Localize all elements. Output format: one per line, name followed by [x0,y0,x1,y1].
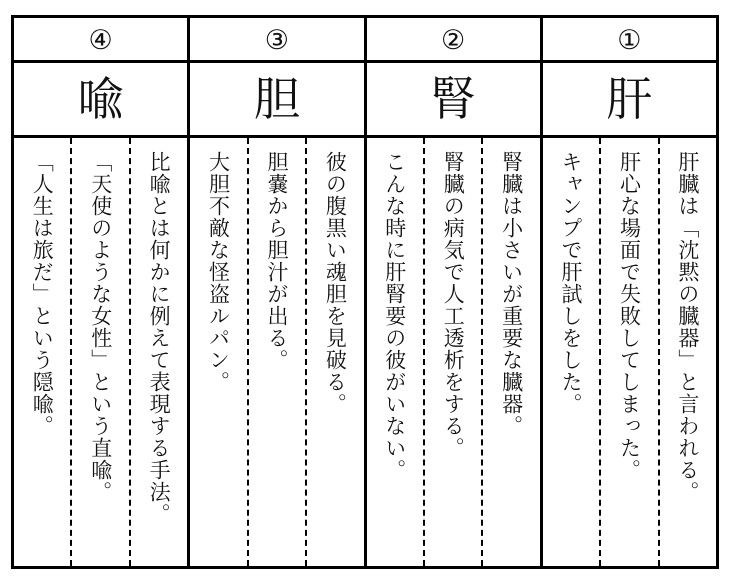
sentence-text: 比喩とは何かに例えて表現する手法。 [147,151,172,525]
sentence-slot [129,138,187,566]
sentence-text: 胆嚢から胆汁が出る。 [264,151,289,371]
worksheet-sheet [11,15,719,569]
sentence-slot [658,138,716,566]
sentence-text: 肝臓は「沈黙の臓器」と言われる。 [675,151,700,503]
sentence-text: 大胆不敵な怪盗ルパン。 [206,151,231,393]
sentence-slot [423,138,481,566]
kanji-table [11,15,719,569]
kanji-kan: 肝 [540,63,716,135]
sentence-slot [599,138,657,566]
number-header-row [14,18,716,63]
sentence-slot [70,138,128,566]
sentence-text: 「天使のような女性」という直喩。 [88,151,113,503]
sentence-slot [481,138,539,566]
kanji-tan: 胆 [187,63,363,135]
sentence-text: 肝心な場面で失敗してしまった。 [617,151,642,481]
column-number-1: ① [540,18,716,60]
kanji-yu: 喩 [77,72,124,126]
sentence-cell-4 [14,138,187,566]
sentence-cell-2 [364,138,540,566]
sentence-text: こんな時に肝腎要の彼がいない。 [382,151,407,481]
sentence-text: 腎臓の病気で人工透析をする。 [441,151,466,459]
kanji-jin: 腎 [364,63,540,135]
sentence-cell-1 [540,138,716,566]
column-number-4: ④ [88,24,113,56]
sentence-cell-3 [187,138,363,566]
sentence-text: 「人生は旅だ」という隠喩。 [30,151,55,437]
kanji-header-row [14,63,716,138]
sentence-slot [366,138,422,566]
sentence-text: キャンプで肝試しをした。 [559,151,584,415]
column-number-2: ② [364,18,540,60]
sentence-slot [14,138,70,566]
sentence-text: 腎臓は小さいが重要な臓器。 [499,151,524,437]
sentence-slot [190,138,246,566]
sentence-slot [305,138,363,566]
sentence-body-row [14,138,716,566]
sentence-slot [247,138,305,566]
column-number-3: ③ [187,18,363,60]
sentence-text: 彼の腹黒い魂胆を見破る。 [323,151,348,415]
sentence-slot [543,138,599,566]
